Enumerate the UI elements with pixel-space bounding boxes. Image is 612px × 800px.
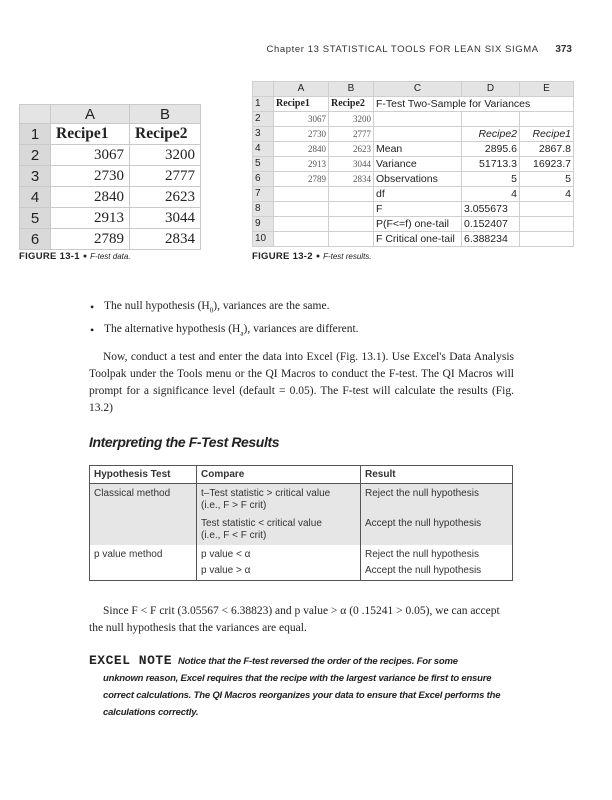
row-header: 1: [253, 97, 274, 112]
page-number: 373: [555, 44, 572, 55]
cell: 2913: [274, 157, 329, 172]
column-header: D: [462, 82, 520, 97]
column-header: A: [51, 105, 130, 124]
cell: 2623: [130, 187, 201, 208]
cell: [90, 563, 197, 581]
cell: Reject the null hypothesis: [361, 545, 513, 563]
cell: [520, 112, 574, 127]
cell: [329, 232, 374, 247]
cell: Mean: [374, 142, 462, 157]
figure-13-2-spreadsheet: [252, 81, 574, 247]
interpretation-table: [89, 465, 513, 581]
row-header: 2: [20, 145, 51, 166]
cell: [274, 187, 329, 202]
cell: Recipe1: [51, 124, 130, 145]
cell: 2730: [274, 127, 329, 142]
column-header: B: [130, 105, 201, 124]
cell: Recipe1: [520, 127, 574, 142]
figure-label: FIGURE 13-1: [19, 251, 80, 262]
list-item: • The alternative hypothesis $(H_a)$, variances are different.: [104, 323, 359, 337]
table-row: [20, 208, 201, 229]
row-header: 6: [253, 172, 274, 187]
cell: Recipe2: [462, 127, 520, 142]
table-row: [20, 166, 201, 187]
column-header: E: [520, 82, 574, 97]
cell: [329, 217, 374, 232]
table-row: [20, 145, 201, 166]
cell: [274, 202, 329, 217]
cell: [520, 202, 574, 217]
row-header: 3: [253, 127, 274, 142]
section-title: Interpreting the F-Test Results: [89, 434, 280, 450]
list-item: • The null hypothesis $(H_0)$, variances are the same.: [104, 300, 359, 314]
table-row: [253, 157, 574, 172]
column-header: C: [374, 82, 462, 97]
row-header: 1: [20, 124, 51, 145]
table-row: [20, 187, 201, 208]
cell: p value method: [90, 545, 197, 563]
cell: [462, 112, 520, 127]
column-header: A: [274, 82, 329, 97]
note-text: Notice that the F-test reversed the order of the recipes. For some: [178, 656, 458, 667]
table-row: [253, 217, 574, 232]
row-header: 3: [20, 166, 51, 187]
cell: 3067: [274, 112, 329, 127]
row-header: 2: [253, 112, 274, 127]
table-row: [253, 187, 574, 202]
cell: [374, 112, 462, 127]
cell: 2789: [274, 172, 329, 187]
cell: t–Test statistic > critical value (i.e., F > F crit): [197, 484, 361, 515]
row-header: 5: [253, 157, 274, 172]
figure-label: FIGURE 13-2: [252, 251, 313, 262]
hypothesis-bullets: [104, 300, 359, 347]
cell: 16923.7: [520, 157, 574, 172]
cell: Recipe2: [329, 97, 374, 112]
conclusion-paragraph: Since F < F crit (3.05567 < 6.38823) and p value > α (0 .15241 > 0.05), we can accept the null hypothesis that the variances are equal.: [89, 605, 500, 634]
cell: 2840: [51, 187, 130, 208]
cell: [90, 514, 197, 545]
cell: 5: [462, 172, 520, 187]
cell: 2777: [130, 166, 201, 187]
note-text-continued: unknown reason, Excel requires that the recipe with the largest variance be first to ensure correct calculations. The QI Macros reorganizes your data to ensure that Excel performs the calculations correctly.: [103, 673, 501, 718]
table-row: [90, 484, 513, 515]
cell: 6.388234: [462, 232, 520, 247]
cell: 2834: [130, 229, 201, 250]
cell: [329, 202, 374, 217]
cell: Observations: [374, 172, 462, 187]
table-row: [90, 563, 513, 581]
cell: df: [374, 187, 462, 202]
cell: F: [374, 202, 462, 217]
cell: [374, 127, 462, 142]
table-row: [20, 229, 201, 250]
cell: 3067: [51, 145, 130, 166]
cell: [274, 217, 329, 232]
cell: Accept the null hypothesis: [361, 514, 513, 545]
cell: 4: [520, 187, 574, 202]
cell: 4: [462, 187, 520, 202]
cell: Reject the null hypothesis: [361, 484, 513, 515]
cell: 3200: [130, 145, 201, 166]
row-header: 7: [253, 187, 274, 202]
note-label: EXCEL NOTE: [89, 653, 173, 668]
cell: 2840: [274, 142, 329, 157]
cell: 2913: [51, 208, 130, 229]
row-header: 8: [253, 202, 274, 217]
cell: Recipe1: [274, 97, 329, 112]
cell: 2777: [329, 127, 374, 142]
cell: 5: [520, 172, 574, 187]
table-row: [253, 127, 574, 142]
row-header: 10: [253, 232, 274, 247]
column-header: Hypothesis Test: [90, 466, 197, 484]
cell: 2834: [329, 172, 374, 187]
row-header: 4: [20, 187, 51, 208]
corner-cell: [20, 105, 51, 124]
cell: Recipe2: [130, 124, 201, 145]
row-header: 6: [20, 229, 51, 250]
cell: F Critical one-tail: [374, 232, 462, 247]
cell: F-Test Two-Sample for Variances: [374, 97, 574, 112]
cell: Test statistic < critical value (i.e., F < F crit): [197, 514, 361, 545]
cell: 3044: [130, 208, 201, 229]
table-header-row: [90, 466, 513, 484]
cell: p value < α: [197, 545, 361, 563]
row-header: 4: [253, 142, 274, 157]
caption-text: F-test results.: [323, 252, 372, 261]
cell: Variance: [374, 157, 462, 172]
cell: 2623: [329, 142, 374, 157]
row-header: 5: [20, 208, 51, 229]
figure-13-1-spreadsheet: [19, 104, 201, 250]
column-header: Result: [361, 466, 513, 484]
figure-13-2-caption: FIGURE 13-2 ● F-test results.: [252, 251, 372, 262]
cell: 2867.8: [520, 142, 574, 157]
chapter-title: Chapter 13 STATISTICAL TOOLS FOR LEAN SIX SIGMA: [266, 44, 539, 55]
cell: 2730: [51, 166, 130, 187]
table-row: [253, 202, 574, 217]
figure-13-1-caption: FIGURE 13-1 ● F-test data.: [19, 251, 131, 262]
table-row: [20, 124, 201, 145]
cell: [329, 187, 374, 202]
cell: p value > α: [197, 563, 361, 581]
cell: 3.055673: [462, 202, 520, 217]
cell: 2789: [51, 229, 130, 250]
cell: P(F<=f) one-tail: [374, 217, 462, 232]
cell: 2895.6: [462, 142, 520, 157]
cell: Accept the null hypothesis: [361, 563, 513, 581]
table-row: [253, 97, 574, 112]
cell: [274, 232, 329, 247]
column-header: B: [329, 82, 374, 97]
cell: [520, 217, 574, 232]
cell: 0.152407: [462, 217, 520, 232]
row-header: 9: [253, 217, 274, 232]
body-paragraph: Now, conduct a test and enter the data into Excel (Fig. 13.1). Use Excel's Data Analysis Toolpak under the Tools menu or the QI Macros to conduct the F-test. The QI Macros will prompt for a significance level (default = 0.05). The F-test will calculate the results (Fig. 13.2): [89, 351, 514, 414]
table-row: [253, 232, 574, 247]
cell: 3200: [329, 112, 374, 127]
cell: [520, 232, 574, 247]
table-row: [253, 172, 574, 187]
cell: Classical method: [90, 484, 197, 515]
cell: 3044: [329, 157, 374, 172]
running-header: [0, 44, 572, 55]
excel-note: [89, 652, 514, 721]
table-row: [90, 514, 513, 545]
cell: 51713.3: [462, 157, 520, 172]
caption-text: F-test data.: [90, 252, 131, 261]
column-header: Compare: [197, 466, 361, 484]
table-row: [90, 545, 513, 563]
table-row: [253, 112, 574, 127]
table-row: [253, 142, 574, 157]
corner-cell: [253, 82, 274, 97]
